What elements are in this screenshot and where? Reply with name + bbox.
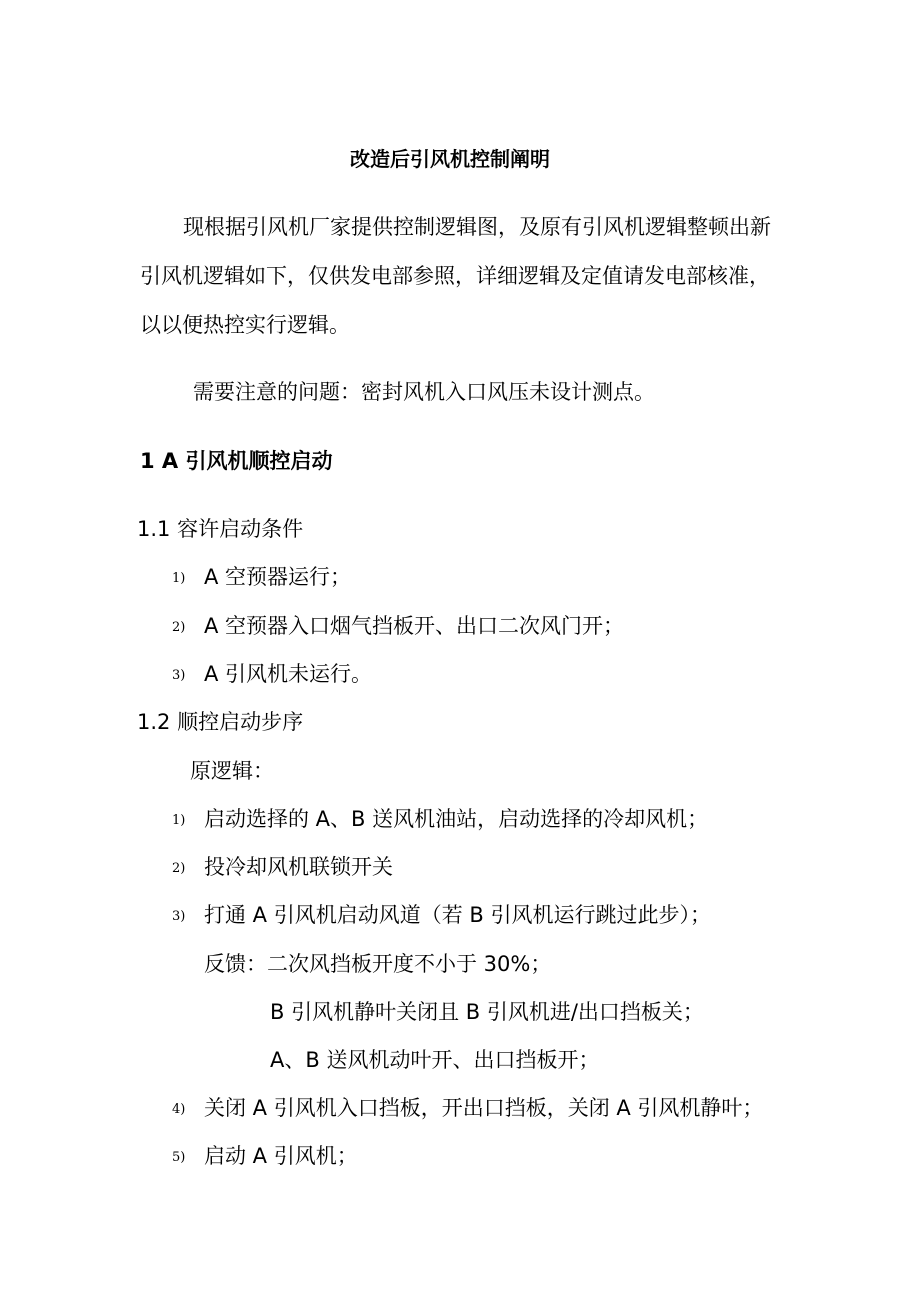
permit-item-text: A 空预器入口烟气挡板开、出口二次风门开；: [204, 614, 625, 638]
permit-item-number: 1): [172, 571, 186, 586]
note-text: 需要注意的问题：密封风机入口风压未设计测点。: [193, 380, 655, 404]
step-number: 4): [172, 1102, 186, 1117]
intro-line-2: 引风机逻辑如下，仅供发电部参照，详细逻辑及定值请发电部核准，: [140, 264, 770, 288]
permit-item-text: A 引风机未运行。: [204, 662, 373, 686]
step-number: 1): [172, 813, 186, 828]
step-number: 5): [172, 1150, 186, 1165]
step-text: 启动 A 引风机；: [204, 1144, 358, 1168]
subsection-heading-permit: 1.1 容许启动条件: [137, 517, 304, 541]
permit-item-number: 3): [172, 668, 186, 683]
feedback-line: B 引风机静叶关闭且 B 引风机进/出口挡板关；: [270, 1000, 704, 1024]
permit-item-number: 2): [172, 620, 186, 635]
step-text: 启动选择的 A、B 送风机油站，启动选择的冷却风机；: [204, 807, 709, 831]
step-text: 打通 A 引风机启动风道（若 B 引风机运行跳过此步）；: [204, 903, 711, 927]
step-number: 2): [172, 861, 186, 876]
intro-line-1: 现根据引风机厂家提供控制逻辑图，及原有引风机逻辑整顿出新: [183, 215, 771, 239]
permit-item-text: A 空预器运行；: [204, 565, 352, 589]
original-logic-label: 原逻辑：: [190, 759, 274, 783]
step-number: 3): [172, 909, 186, 924]
section-heading: 1 A 引风机顺控启动: [140, 449, 333, 473]
intro-line-3: 以以便热控实行逻辑。: [140, 313, 350, 337]
step-text: 投冷却风机联锁开关: [204, 855, 393, 879]
subsection-heading-steps: 1.2 顺控启动步序: [137, 710, 304, 734]
feedback-line: A、B 送风机动叶开、出口挡板开；: [270, 1048, 600, 1072]
feedback-label: 反馈：二次风挡板开度不小于 30%；: [204, 952, 552, 976]
document-title: 改造后引风机控制阐明: [350, 147, 550, 171]
step-text: 关闭 A 引风机入口挡板，开出口挡板，关闭 A 引风机静叶；: [204, 1096, 764, 1120]
